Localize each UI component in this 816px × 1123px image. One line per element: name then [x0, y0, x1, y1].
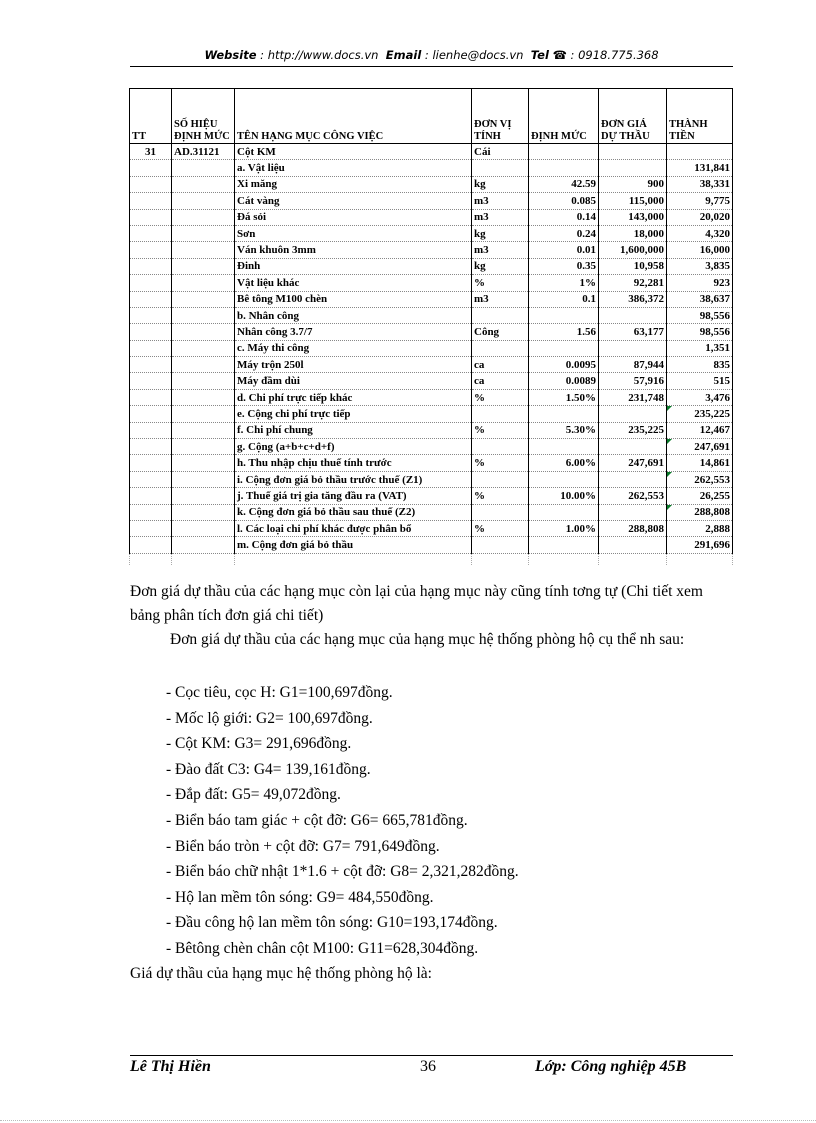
cell-code [172, 258, 235, 274]
table-row [130, 340, 733, 356]
cell-price: 87,944 [599, 357, 667, 373]
cell-unit [472, 307, 529, 323]
table-row [130, 439, 733, 455]
cell-total: 3,835 [667, 258, 733, 274]
page-number: 36 [420, 1058, 436, 1075]
cell-price: 386,372 [599, 291, 667, 307]
cell-total: 288,808 [667, 504, 733, 520]
cell-tt [130, 242, 172, 258]
footer-divider [130, 1055, 733, 1056]
cell-name: Cát vàng [235, 193, 472, 209]
cell-tt [130, 160, 172, 176]
email-label: Email [385, 48, 422, 62]
cell-name: i. Cộng đơn giá bỏ thầu trước thuế (Z1) [235, 471, 472, 487]
cell-name: h. Thu nhập chịu thuế tính trước [235, 455, 472, 471]
cell-tt [130, 504, 172, 520]
cell-price: 231,748 [599, 389, 667, 405]
cell-norm: 6.00% [529, 455, 599, 471]
paragraph-intro: Đơn giá dự thầu của các hạng mục của hạng mục hệ thống phòng hộ cụ thể nh sau: [170, 631, 685, 648]
author-name: Lê Thị Hiền [130, 1058, 211, 1075]
table-row [130, 520, 733, 536]
table-row [130, 160, 733, 176]
table-row [130, 455, 733, 471]
cell-tt [130, 225, 172, 241]
cell-tt [130, 193, 172, 209]
cell-unit: ca [472, 373, 529, 389]
col-header-tt: TT [130, 89, 172, 144]
cell-norm: 1.00% [529, 520, 599, 536]
cell-code [172, 504, 235, 520]
cell-norm [529, 340, 599, 356]
cell-norm: 0.24 [529, 225, 599, 241]
cell-norm: 10.00% [529, 488, 599, 504]
spacer-cell [172, 553, 235, 565]
cell-unit: % [472, 455, 529, 471]
page-bottom-border [0, 1120, 816, 1121]
table-row [130, 225, 733, 241]
cell-unit: m3 [472, 193, 529, 209]
table-row [130, 504, 733, 520]
cell-tt [130, 275, 172, 291]
cell-tt [130, 340, 172, 356]
cell-price [599, 406, 667, 422]
cell-code [172, 160, 235, 176]
cell-total: 3,476 [667, 389, 733, 405]
cell-unit: % [472, 488, 529, 504]
list-item: - Biển báo tam giác + cột đỡ: G6= 665,781đồng. [166, 811, 468, 829]
cell-price: 143,000 [599, 209, 667, 225]
cell-total: 98,556 [667, 307, 733, 323]
cell-tt [130, 176, 172, 192]
table-row [130, 291, 733, 307]
cell-total: 9,775 [667, 193, 733, 209]
cell-code [172, 324, 235, 340]
cell-unit [472, 504, 529, 520]
cell-norm: 1.56 [529, 324, 599, 340]
table-row [130, 324, 733, 340]
cell-unit [472, 439, 529, 455]
cell-name: e. Cộng chi phí trực tiếp [235, 406, 472, 422]
cell-code [172, 488, 235, 504]
spacer-cell [472, 553, 529, 565]
table-row [130, 176, 733, 192]
table-header-row [130, 89, 733, 144]
cell-norm: 0.1 [529, 291, 599, 307]
list-item: - Biển báo chữ nhật 1*1.6 + cột đỡ: G8= 2,321,282đồng. [166, 863, 519, 881]
cell-norm: 1.50% [529, 389, 599, 405]
cost-table [129, 88, 733, 565]
table-row [130, 193, 733, 209]
price-list [166, 680, 519, 962]
cell-price: 92,281 [599, 275, 667, 291]
paragraph-conclusion: Giá dự thầu của hạng mục hệ thống phòng hộ là: [130, 965, 432, 982]
col-header-code: SỐ HIỆU ĐỊNH MỨC [172, 89, 235, 144]
cell-norm: 0.085 [529, 193, 599, 209]
cell-name: k. Cộng đơn giá bỏ thầu sau thuế (Z2) [235, 504, 472, 520]
cell-tt [130, 488, 172, 504]
table-row [130, 389, 733, 405]
cell-unit: % [472, 520, 529, 536]
cell-name: Nhân công 3.7/7 [235, 324, 472, 340]
cell-name: Máy đầm dùi [235, 373, 472, 389]
cell-price: 235,225 [599, 422, 667, 438]
cell-unit: % [472, 275, 529, 291]
cell-code [172, 406, 235, 422]
cell-norm [529, 160, 599, 176]
spacer-cell [667, 553, 733, 565]
tel-value: ☎ : 0918.775.368 [552, 48, 659, 62]
cell-total: 291,696 [667, 537, 733, 553]
list-item: - Mốc lộ giới: G2= 100,697đồng. [166, 709, 373, 727]
cell-total: 131,841 [667, 160, 733, 176]
cell-price [599, 537, 667, 553]
cell-norm [529, 439, 599, 455]
cell-code [172, 422, 235, 438]
header-divider [130, 66, 733, 67]
cell-code [172, 455, 235, 471]
cell-code [172, 242, 235, 258]
cell-code [172, 520, 235, 536]
cell-tt [130, 209, 172, 225]
col-header-price: ĐƠN GIÁ DỰ THẦU [599, 89, 667, 144]
cell-tt [130, 373, 172, 389]
list-item: - Hộ lan mềm tôn sóng: G9= 484,550đồng. [166, 888, 434, 906]
cell-total: 38,637 [667, 291, 733, 307]
cell-name: b. Nhân công [235, 307, 472, 323]
cell-code [172, 209, 235, 225]
table-row [130, 406, 733, 422]
cell-name: Cột KM [235, 144, 472, 160]
cell-name: Đá sỏi [235, 209, 472, 225]
cell-norm: 5.30% [529, 422, 599, 438]
table-row [130, 488, 733, 504]
cell-norm [529, 471, 599, 487]
table-row [130, 242, 733, 258]
cell-tt [130, 422, 172, 438]
list-item: - Đầu công hộ lan mềm tôn sóng: G10=193,174đồng. [166, 914, 498, 932]
email-value[interactable]: : lienhe@docs.vn [424, 48, 524, 62]
website-label: Website [204, 48, 257, 62]
list-item: - Cọc tiêu, cọc H: G1=100,697đồng. [166, 684, 393, 701]
cell-total: 515 [667, 373, 733, 389]
table-row [130, 471, 733, 487]
cell-norm: 0.0089 [529, 373, 599, 389]
cell-code [172, 357, 235, 373]
cell-price [599, 307, 667, 323]
cell-total: 16,000 [667, 242, 733, 258]
cell-code [172, 176, 235, 192]
col-header-name: TÊN HẠNG MỤC CÔNG VIỆC [235, 89, 472, 144]
cell-price [599, 504, 667, 520]
cell-unit [472, 340, 529, 356]
table-spacer-row [130, 553, 733, 565]
cell-total: 26,255 [667, 488, 733, 504]
table-row [130, 422, 733, 438]
cell-total: 4,320 [667, 225, 733, 241]
cell-total: 98,556 [667, 324, 733, 340]
cell-price: 10,958 [599, 258, 667, 274]
cell-total: 2,888 [667, 520, 733, 536]
cell-tt [130, 258, 172, 274]
table-row [130, 307, 733, 323]
cell-name: Máy trộn 250l [235, 357, 472, 373]
cell-price: 247,691 [599, 455, 667, 471]
cell-unit: % [472, 422, 529, 438]
spacer-cell [599, 553, 667, 565]
table-row [130, 258, 733, 274]
cell-code: AD.31121 [172, 144, 235, 160]
cell-total [667, 144, 733, 160]
tel-label: Tel [530, 48, 549, 62]
cell-unit: kg [472, 176, 529, 192]
cell-name: Ván khuôn 3mm [235, 242, 472, 258]
cell-unit: % [472, 389, 529, 405]
cell-unit: kg [472, 225, 529, 241]
cell-price: 262,553 [599, 488, 667, 504]
page-header [130, 48, 733, 62]
cell-price [599, 439, 667, 455]
cell-unit: m3 [472, 291, 529, 307]
list-item: - Biển báo tròn + cột đỡ: G7= 791,649đồng. [166, 837, 440, 855]
cell-code [172, 439, 235, 455]
cell-name: a. Vật liệu [235, 160, 472, 176]
cell-total: 14,861 [667, 455, 733, 471]
cell-norm: 0.35 [529, 258, 599, 274]
cell-tt [130, 291, 172, 307]
cell-tt [130, 471, 172, 487]
cell-price: 57,916 [599, 373, 667, 389]
cell-total: 235,225 [667, 406, 733, 422]
cell-norm [529, 406, 599, 422]
col-header-total: THÀNH TIỀN [667, 89, 733, 144]
cell-code [172, 307, 235, 323]
cell-name: f. Chi phí chung [235, 422, 472, 438]
cell-tt [130, 520, 172, 536]
cell-name: Xi măng [235, 176, 472, 192]
cell-unit: ca [472, 357, 529, 373]
cell-name: j. Thuế giá trị gia tăng đầu ra (VAT) [235, 488, 472, 504]
list-item: - Bêtông chèn chân cột M100: G11=628,304đồng. [166, 939, 479, 957]
cell-unit: Cái [472, 144, 529, 160]
cell-unit: m3 [472, 242, 529, 258]
paragraph-note: Đơn giá dự thầu của các hạng mục còn lại của hạng mục này cũng tính tơng tự (Chi tiết xem bảng phân tích đơn giá chi tiết) [130, 583, 703, 624]
cell-code [172, 340, 235, 356]
cell-price: 900 [599, 176, 667, 192]
cell-norm: 1% [529, 275, 599, 291]
cell-tt [130, 307, 172, 323]
table-row [130, 209, 733, 225]
cell-name: d. Chi phí trực tiếp khác [235, 389, 472, 405]
cell-price: 18,000 [599, 225, 667, 241]
cell-tt [130, 406, 172, 422]
cell-name: Bê tông M100 chèn [235, 291, 472, 307]
cell-total: 262,553 [667, 471, 733, 487]
cell-total: 12,467 [667, 422, 733, 438]
cell-price [599, 340, 667, 356]
cell-total: 1,351 [667, 340, 733, 356]
cell-norm: 0.01 [529, 242, 599, 258]
cell-unit [472, 406, 529, 422]
cell-price [599, 471, 667, 487]
cell-unit [472, 471, 529, 487]
cell-total: 923 [667, 275, 733, 291]
cell-name: m. Cộng đơn giá bỏ thầu [235, 537, 472, 553]
cell-total: 38,331 [667, 176, 733, 192]
cell-tt [130, 439, 172, 455]
cell-norm: 42.59 [529, 176, 599, 192]
col-header-unit: ĐƠN VỊ TÍNH [472, 89, 529, 144]
cell-tt [130, 389, 172, 405]
table-row [130, 357, 733, 373]
cell-total: 247,691 [667, 439, 733, 455]
cell-norm: 0.14 [529, 209, 599, 225]
cell-code [172, 389, 235, 405]
list-item: - Cột KM: G3= 291,696đồng. [166, 735, 352, 753]
col-header-norm: ĐỊNH MỨC [529, 89, 599, 144]
cell-price [599, 160, 667, 176]
cell-unit [472, 537, 529, 553]
spacer-cell [235, 553, 472, 565]
spacer-cell [130, 553, 172, 565]
spacer-cell [529, 553, 599, 565]
cell-total: 20,020 [667, 209, 733, 225]
table-row [130, 275, 733, 291]
list-item: - Đắp đất: G5= 49,072đồng. [166, 786, 341, 804]
cell-unit: kg [472, 258, 529, 274]
cell-tt: 31 [130, 144, 172, 160]
cell-name: Đinh [235, 258, 472, 274]
cell-price [599, 144, 667, 160]
cell-norm [529, 307, 599, 323]
cell-name: Sơn [235, 225, 472, 241]
table-row [130, 537, 733, 553]
cell-price: 288,808 [599, 520, 667, 536]
cell-unit: Công [472, 324, 529, 340]
table-row [130, 144, 733, 160]
cell-name: c. Máy thi công [235, 340, 472, 356]
cell-code [172, 291, 235, 307]
cell-tt [130, 455, 172, 471]
cell-price: 115,000 [599, 193, 667, 209]
cell-code [172, 373, 235, 389]
cell-unit [472, 160, 529, 176]
cell-code [172, 225, 235, 241]
cell-price: 63,177 [599, 324, 667, 340]
cell-name: l. Các loại chi phí khác được phân bổ [235, 520, 472, 536]
cell-code [172, 275, 235, 291]
cell-total: 835 [667, 357, 733, 373]
cell-code [172, 537, 235, 553]
cell-tt [130, 357, 172, 373]
cell-code [172, 471, 235, 487]
table-row [130, 373, 733, 389]
list-item: - Đào đất C3: G4= 139,161đồng. [166, 760, 371, 778]
cell-price: 1,600,000 [599, 242, 667, 258]
class-name: Lớp: Công nghiệp 45B [535, 1058, 687, 1075]
cell-norm: 0.0095 [529, 357, 599, 373]
cell-name: g. Cộng (a+b+c+d+f) [235, 439, 472, 455]
cell-tt [130, 537, 172, 553]
cell-norm [529, 144, 599, 160]
website-value[interactable]: : http://www.docs.vn [260, 48, 379, 62]
cell-unit: m3 [472, 209, 529, 225]
cell-tt [130, 324, 172, 340]
cell-norm [529, 537, 599, 553]
cell-norm [529, 504, 599, 520]
cell-name: Vật liệu khác [235, 275, 472, 291]
cell-code [172, 193, 235, 209]
